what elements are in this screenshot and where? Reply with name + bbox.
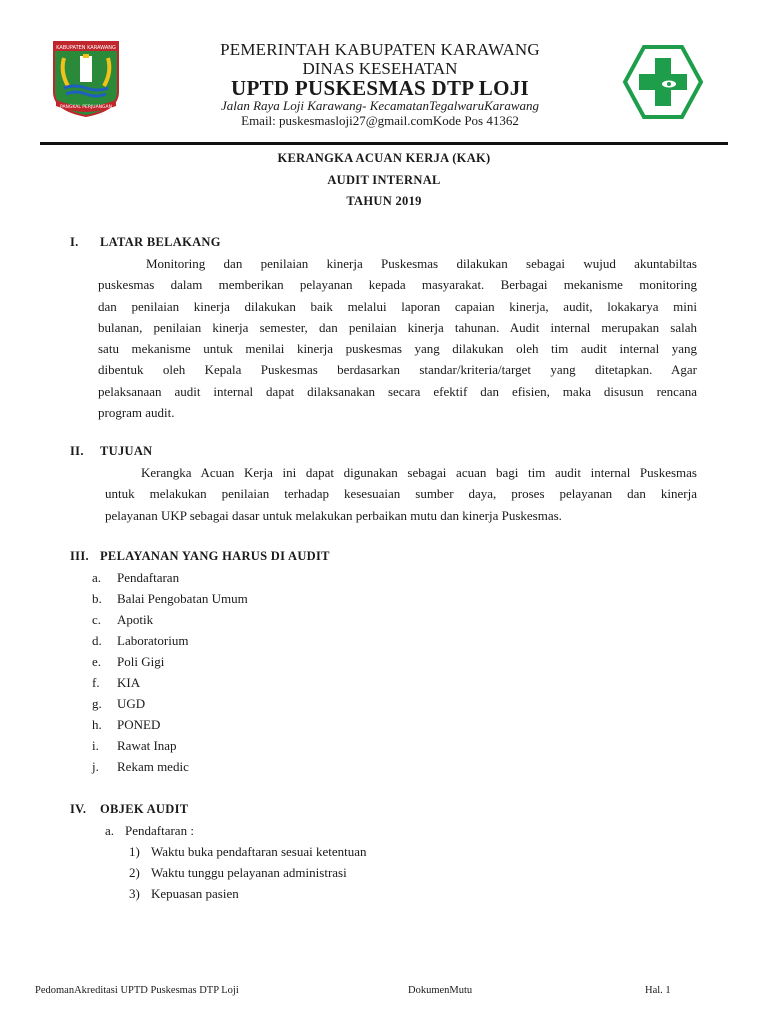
audit-object-list: [129, 844, 367, 907]
paragraph-line: pelayanan UKP sebagai dasar untuk melakukan perbaikan mutu dan kinerja Puskesmas.: [105, 507, 562, 523]
section-2-heading: TUJUAN: [100, 444, 153, 458]
footer-left: PedomanAkreditasi UPTD Puskesmas DTP Loji: [35, 985, 239, 996]
paragraph-line: dan penilaian kinerja dilakukan baik melalui laporan capaian kinerja, audit, lokakarya mini: [98, 298, 697, 314]
footer-center: DokumenMutu: [408, 985, 473, 996]
list-item: f. KIA: [92, 675, 141, 690]
list-item: 2) Waktu tunggu pelayanan administrasi: [129, 865, 347, 880]
section-2-paragraph: [105, 462, 697, 526]
list-item: h. PONED: [92, 717, 161, 732]
list-item: i. Rawat Inap: [92, 738, 177, 753]
puskesmas-logo: [622, 44, 704, 120]
header-divider: [40, 142, 728, 145]
section-3-heading: PELAYANAN YANG HARUS DI AUDIT: [100, 549, 330, 563]
paragraph-line: Kerangka Acuan Kerja ini dapat digunakan sebagai acuan bagi tim audit internal Puskesmas: [141, 465, 697, 480]
list-item: d. Laboratorium: [92, 633, 189, 648]
header-department: DINAS KESEHATAN: [302, 59, 458, 78]
document-title: KERANGKA ACUAN KERJA (KAK): [277, 151, 491, 165]
section-3-number: III.: [70, 549, 89, 563]
list-item: j. Rekam medic: [92, 759, 189, 774]
header-contact: Email: puskesmasloji27@gmail.comKode Pos 41362: [241, 113, 519, 128]
section-1-heading: LATAR BELAKANG: [100, 235, 221, 249]
svg-text:KABUPATEN KARAWANG: KABUPATEN KARAWANG: [56, 45, 116, 51]
document-subtitle: AUDIT INTERNAL: [327, 173, 441, 187]
paragraph-line: satu mekanisme untuk menilai kinerja puskesmas yang dilakukan oleh tim audit internal yang: [98, 341, 697, 357]
paragraph-line: pelaksanaan audit internal dapat dilaksanakan secara efektif dan efisien, maka disusun rencana: [98, 383, 697, 399]
paragraph-line: puskesmas dalam memberikan pelayanan kepada masyarakat. Berbagai mekanisme monitoring: [98, 277, 697, 293]
paragraph-line: dibentuk oleh Kepala Puskesmas berdasarkan standar/kriteria/target yang ditetapkan. Agar: [98, 362, 697, 378]
audit-object-category: a. Pendaftaran :: [105, 823, 194, 838]
list-item: g. UGD: [92, 696, 146, 711]
list-item: 1) Waktu buka pendaftaran sesuai ketentuan: [129, 844, 367, 859]
list-item: a. Pendaftaran: [92, 570, 180, 585]
header-address: Jalan Raya Loji Karawang- KecamatanTegalwaruKarawang: [220, 98, 540, 113]
karawang-regency-logo: [50, 40, 122, 118]
section-1-paragraph: [98, 253, 697, 423]
service-list: [92, 570, 248, 780]
header-institution: UPTD PUSKESMAS DTP LOJI: [230, 76, 530, 100]
section-1-number: I.: [70, 235, 79, 249]
list-item: b. Balai Pengobatan Umum: [92, 591, 248, 606]
list-item: 3) Kepuasan pasien: [129, 886, 239, 901]
list-item: c. Apotik: [92, 612, 154, 627]
paragraph-line: untuk melakukan penilaian terhadap kesesuaian sumber daya, proses pelayanan dan kinerja: [105, 486, 697, 502]
section-4-heading: OBJEK AUDIT: [100, 802, 189, 816]
footer-page-number: Hal. 1: [645, 985, 671, 996]
paragraph-line: bulanan, penilaian kinerja semester, dan penilaian kinerja tahunan. Audit internal merupakan salah: [98, 319, 697, 335]
header-government: PEMERINTAH KABUPATEN KARAWANG: [220, 40, 540, 59]
paragraph-line: Monitoring dan penilaian kinerja Puskesmas dilakukan sebagai wujud akuntabiltas: [146, 256, 697, 271]
section-2-number: II.: [70, 444, 84, 458]
section-4-number: IV.: [70, 802, 87, 816]
document-year: TAHUN 2019: [346, 194, 422, 208]
svg-text:PANGKAL PERJUANGAN: PANGKAL PERJUANGAN: [60, 105, 112, 110]
list-item: e. Poli Gigi: [92, 654, 165, 669]
paragraph-line: program audit.: [98, 405, 175, 421]
